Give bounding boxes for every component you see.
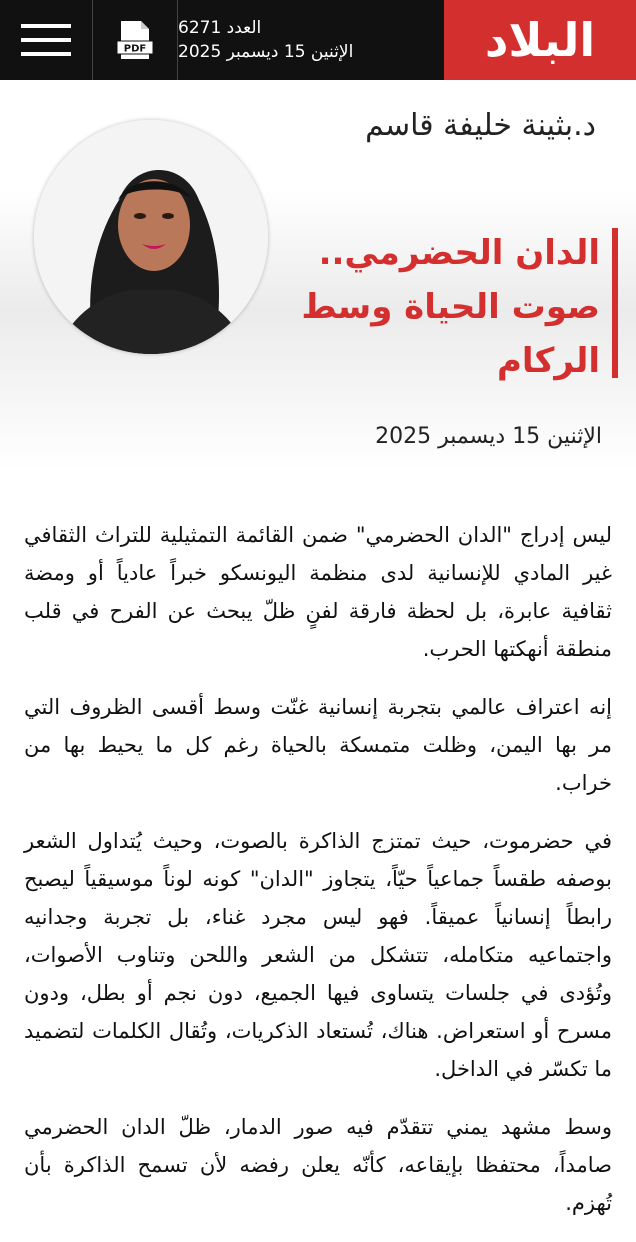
menu-button[interactable] — [0, 0, 93, 80]
pdf-label: PDF — [123, 43, 147, 55]
published-date: الإثنين 15 ديسمبر 2025 — [375, 424, 602, 449]
title-line: صوت الحياة وسط — [301, 287, 600, 327]
author-avatar — [34, 120, 268, 354]
top-bar — [0, 0, 636, 80]
issue-info — [178, 0, 444, 80]
issue-number: العدد 6271 — [178, 18, 262, 38]
paragraph: وسط مشهد يمني تتقدّم فيه صور الدمار، ظلّ الدان الحضرمي صامداً، محتفظا بإيقاعه، كأنّه يعلن رفضه لأن تسمح الذاكرة بأن تُهزم. — [24, 1115, 612, 1215]
paragraph: ليس إدراج "الدان الحضرمي" ضمن القائمة التمثيلية للتراث الثقافي غير المادي للإنسانية لدى منظمة اليونسكو خبراً عادياً أو ومضة ثقافية عابرة، بل لحظة فارقة لفنٍ ظلّ يبحث عن الفرح في قلب منطقة أنهكتها الحرب. — [24, 523, 612, 661]
logo-text: البلاد — [484, 13, 596, 67]
title-line: الدان الحضرمي.. — [318, 233, 600, 273]
pdf-button[interactable] — [93, 0, 178, 80]
issue-date: الإثنين 15 ديسمبر 2025 — [178, 42, 354, 62]
pdf-file-icon — [117, 19, 153, 61]
author-name[interactable]: د.بثينة خليفة قاسم — [365, 108, 596, 143]
title-line: الركام — [496, 341, 600, 381]
author-portrait-icon — [34, 120, 268, 354]
paragraph: في حضرموت، حيث تمتزج الذاكرة بالصوت، وحيث يُتداول الشعر بوصفه طقساً جماعياً حيّاً، يتجاوز "الدان" كونه لوناً موسيقياً ليصبح رابطاً إنسانياً عميقاً. فهو ليس مجرد غناء، بل تجربة وجدانيه واجتماعيه متكامله، تتشكل من الشعر واللحن وتناوب الأصوات، وتُؤدى في جلسات يتساوى فيها الجميع، دون نجم أو بطل، ودون مسرح أو استعراض. هناك، تُستعاد الذكريات، وتُقال الكلمات لتضميد ما تكسّر في الداخل. — [24, 829, 612, 1081]
paragraph: إنه اعتراف عالمي بتجربة إنسانية غنّت وسط أقسى الظروف التي مر بها اليمن، وظلت متمسكة بالحياة رغم كل ما يحيط بها من خراب. — [24, 695, 612, 795]
title-accent-bar — [612, 228, 618, 378]
site-logo[interactable] — [444, 0, 636, 80]
article-title — [300, 226, 600, 388]
hamburger-icon — [21, 22, 71, 58]
article-header — [0, 80, 636, 470]
article-body — [24, 516, 612, 1242]
